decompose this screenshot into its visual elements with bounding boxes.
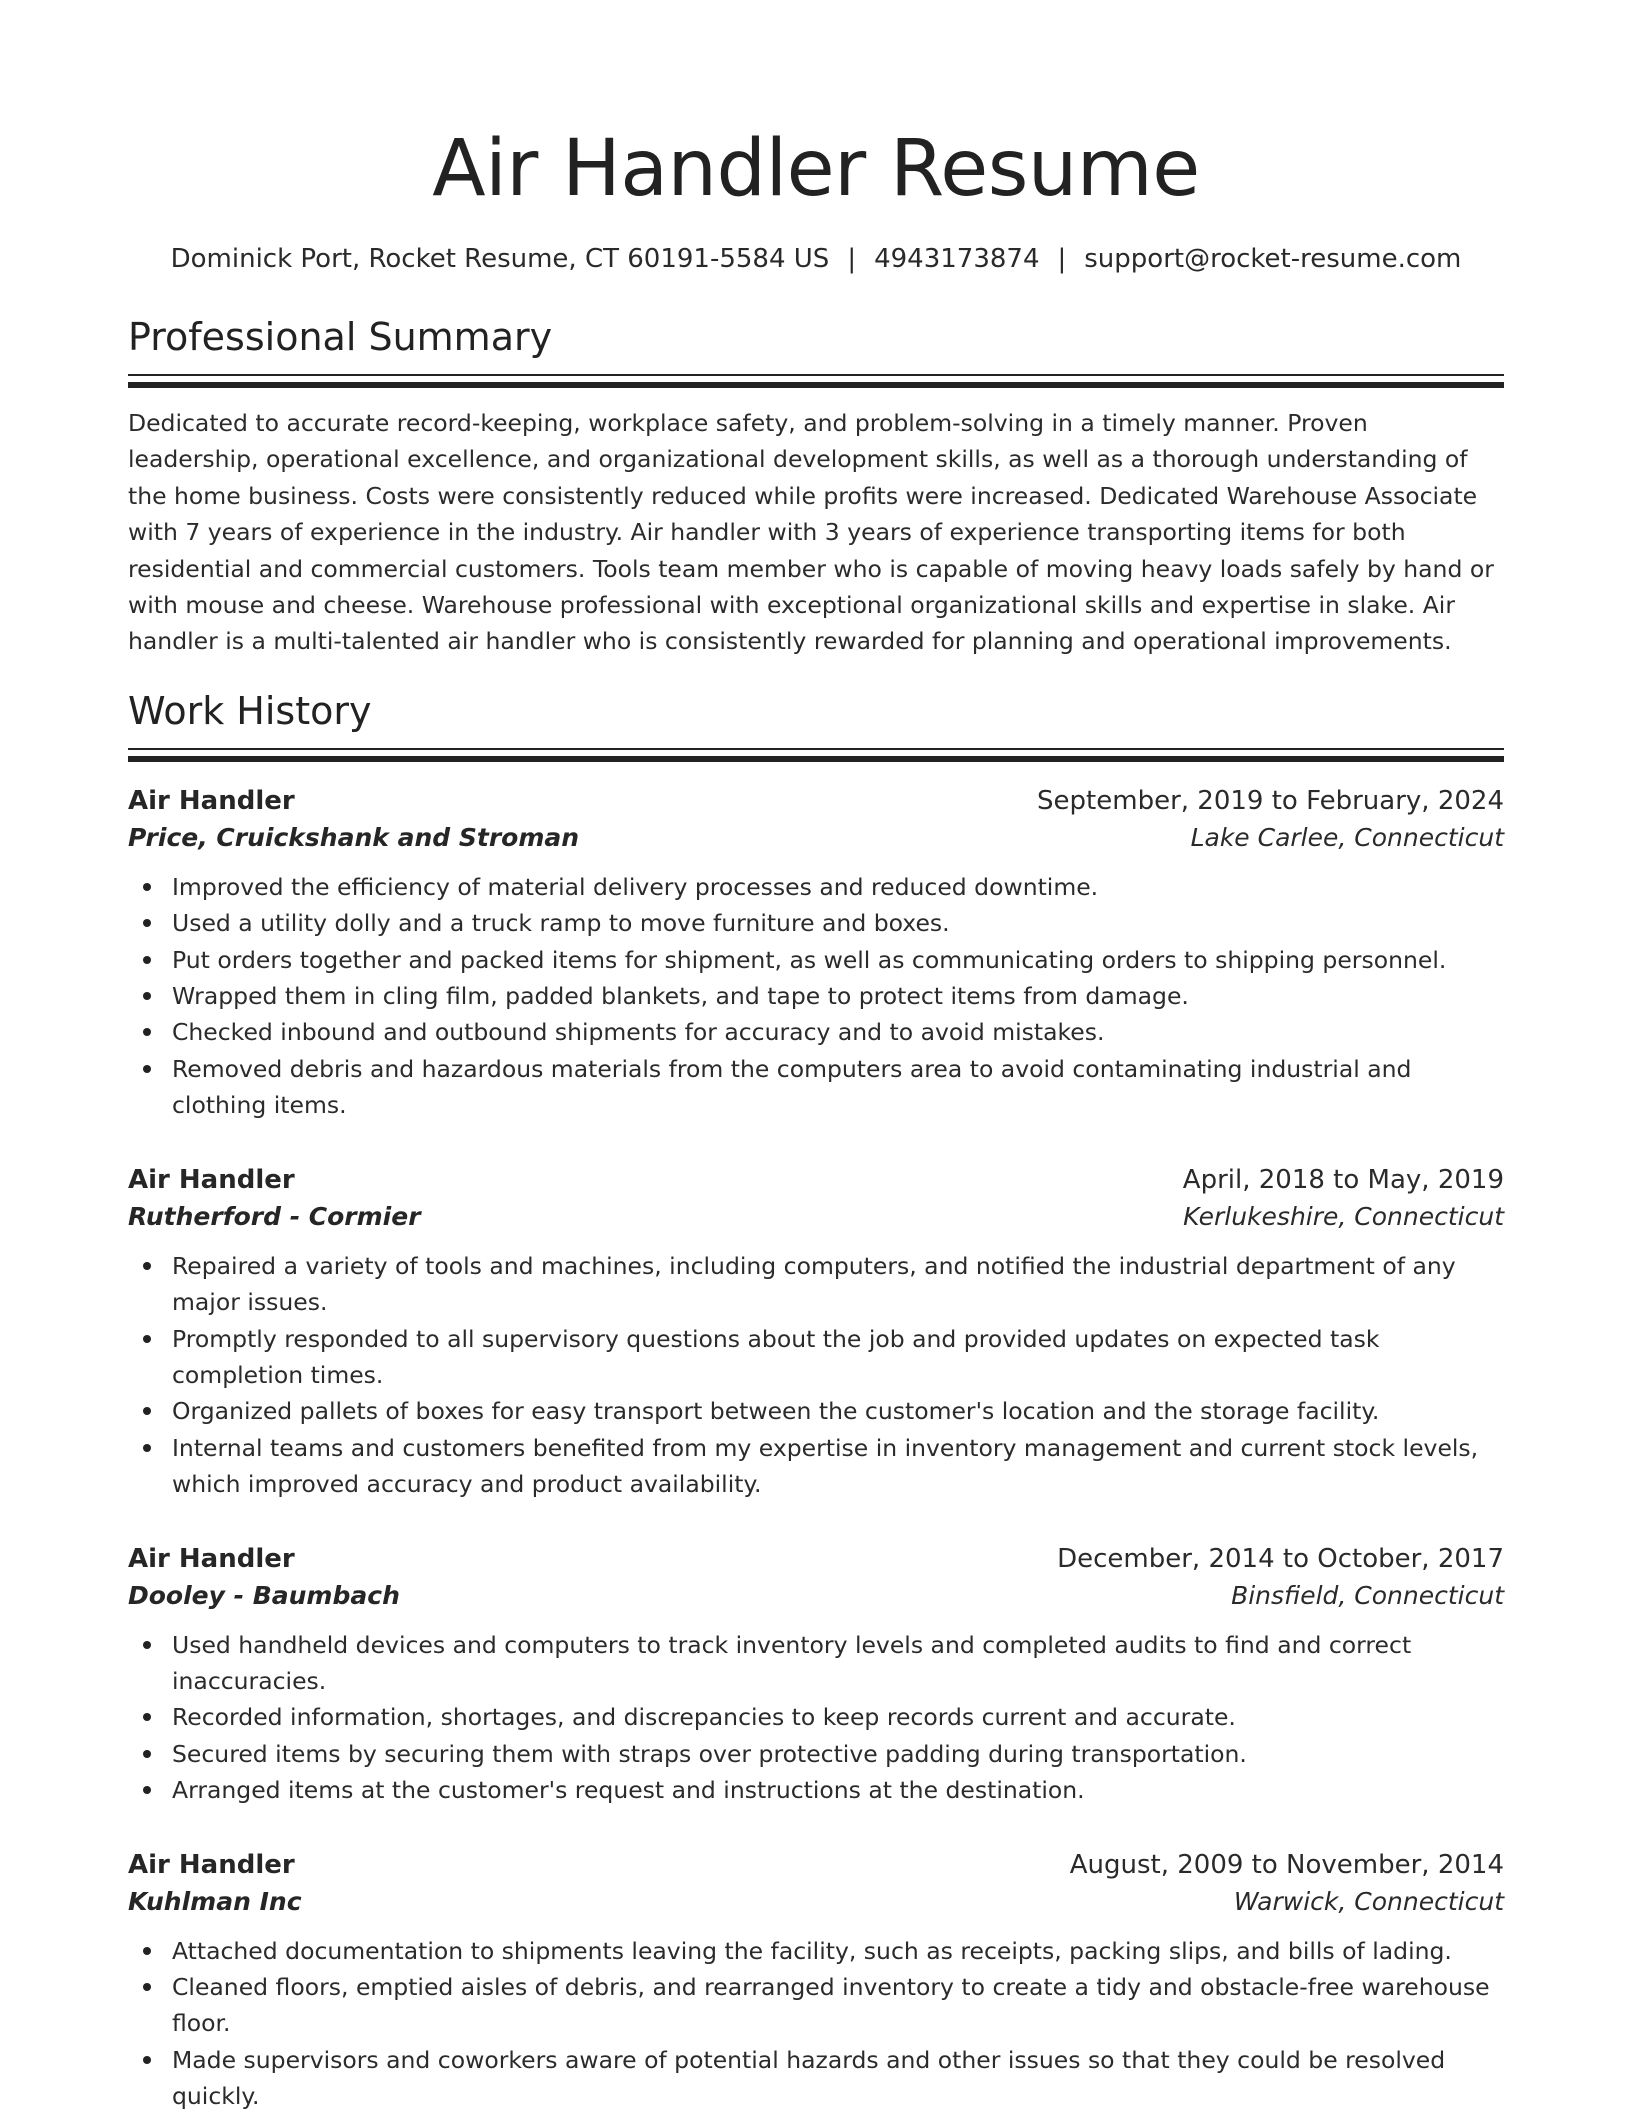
contact-email: support@rocket-resume.com: [1084, 244, 1462, 274]
contact-address: Dominick Port, Rocket Resume, CT 60191-5584 US: [170, 244, 830, 274]
job-location: Kerlukeshire, Connecticut: [1183, 1201, 1504, 1231]
job-bullet: Improved the efficiency of material delivery processes and reduced downtime.: [128, 869, 1504, 905]
professional-summary-heading: Professional Summary: [128, 315, 553, 359]
job-header-row: [128, 1541, 1504, 1577]
contact-separator: |: [1057, 244, 1067, 274]
resume-title: Air Handler Resume: [432, 124, 1200, 214]
job-header-row: [128, 1162, 1504, 1198]
job-bullet: Put orders together and packed items for shipment, as well as communicating orders to shipping personnel.: [128, 942, 1504, 978]
job-bullet-list: [128, 1627, 1504, 1809]
work-history-section: [128, 688, 1504, 2115]
job-bullet: Removed debris and hazardous materials from the computers area to avoid contaminating industrial and clothing items.: [128, 1051, 1504, 1124]
job-bullet-list: [128, 869, 1504, 1124]
job-title: Air Handler: [128, 1849, 295, 1880]
job-header-row: [128, 783, 1504, 819]
job-bullet: Used handheld devices and computers to track inventory levels and completed audits to find and correct inaccuracies.: [128, 1627, 1504, 1700]
job-company-row: [128, 1577, 1504, 1615]
job-dates: April, 2018 to May, 2019: [1182, 1164, 1504, 1195]
job-header-row: [128, 1847, 1504, 1883]
contact-phone: 4943173874: [874, 244, 1040, 274]
job-location: Binsfield, Connecticut: [1231, 1580, 1504, 1610]
job-bullet: Arranged items at the customer's request and instructions at the destination.: [128, 1772, 1504, 1808]
job-company-row: [128, 1883, 1504, 1921]
job-company: Kuhlman Inc: [128, 1886, 302, 1916]
job-company-row: [128, 819, 1504, 857]
job-bullet-list: [128, 1933, 1504, 2115]
contact-line: [128, 242, 1504, 276]
job-bullet: Internal teams and customers benefited from my expertise in inventory management and current stock levels, which improved accuracy and product availability.: [128, 1430, 1504, 1503]
professional-summary-section: [128, 314, 1504, 660]
job-title: Air Handler: [128, 785, 295, 816]
job-title: Air Handler: [128, 1543, 295, 1574]
job-bullet: Cleaned floors, emptied aisles of debris, and rearranged inventory to create a tidy and obstacle-free warehouse floor.: [128, 1969, 1504, 2042]
job-bullet: Wrapped them in cling film, padded blankets, and tape to protect items from damage.: [128, 978, 1504, 1014]
job-bullet: Checked inbound and outbound shipments for accuracy and to avoid mistakes.: [128, 1014, 1504, 1050]
job-bullet: Used a utility dolly and a truck ramp to move furniture and boxes.: [128, 905, 1504, 941]
job-bullet-list: [128, 1248, 1504, 1503]
job-company: Rutherford - Cormier: [128, 1201, 421, 1231]
section-divider: [128, 748, 1504, 763]
job-bullet: Recorded information, shortages, and discrepancies to keep records current and accurate.: [128, 1699, 1504, 1735]
job-entry: [128, 1541, 1504, 1809]
job-bullet: Attached documentation to shipments leaving the facility, such as receipts, packing slips, and bills of lading.: [128, 1933, 1504, 1969]
job-dates: August, 2009 to November, 2014: [1069, 1849, 1504, 1880]
job-dates: September, 2019 to February, 2024: [1037, 785, 1504, 816]
job-company: Price, Cruickshank and Stroman: [128, 822, 580, 852]
work-history-heading: Work History: [128, 688, 372, 733]
job-dates: December, 2014 to October, 2017: [1057, 1543, 1504, 1574]
job-location: Warwick, Connecticut: [1233, 1886, 1504, 1916]
professional-summary-text: Dedicated to accurate record-keeping, workplace safety, and problem-solving in a timely manner. Proven leadership, operational excellence, and organizational development skills, as well as a thorough understanding of the home business. Costs were consistently reduced while profits were increased. Dedicated Warehouse Associate with 7 years of experience in the industry. Air handler with 3 years of experience transporting items for both residential and commercial customers. Tools team member who is capable of moving heavy loads safely by hand or with mouse and cheese. Warehouse professional with exceptional organizational skills and expertise in slake. Air handler is a multi-talented air handler who is consistently rewarded for planning and operational improvements.: [128, 409, 1494, 656]
job-entry: [128, 1847, 1504, 2115]
job-title: Air Handler: [128, 1164, 295, 1195]
job-bullet: Promptly responded to all supervisory questions about the job and provided updates on expected task completion times.: [128, 1321, 1504, 1394]
resume-page: [128, 0, 1504, 2115]
job-company-row: [128, 1198, 1504, 1236]
job-company: Dooley - Baumbach: [128, 1580, 400, 1610]
job-entry: [128, 783, 1504, 1124]
job-bullet: Organized pallets of boxes for easy transport between the customer's location and the storage facility.: [128, 1393, 1504, 1429]
job-bullet: Made supervisors and coworkers aware of potential hazards and other issues so that they could be resolved quickly.: [128, 2042, 1504, 2115]
job-location: Lake Carlee, Connecticut: [1190, 822, 1504, 852]
job-bullet: Secured items by securing them with straps over protective padding during transportation.: [128, 1736, 1504, 1772]
contact-separator: |: [847, 244, 857, 274]
job-entry: [128, 1162, 1504, 1503]
job-bullet: Repaired a variety of tools and machines, including computers, and notified the industrial department of any major issues.: [128, 1248, 1504, 1321]
section-divider: [128, 374, 1504, 389]
